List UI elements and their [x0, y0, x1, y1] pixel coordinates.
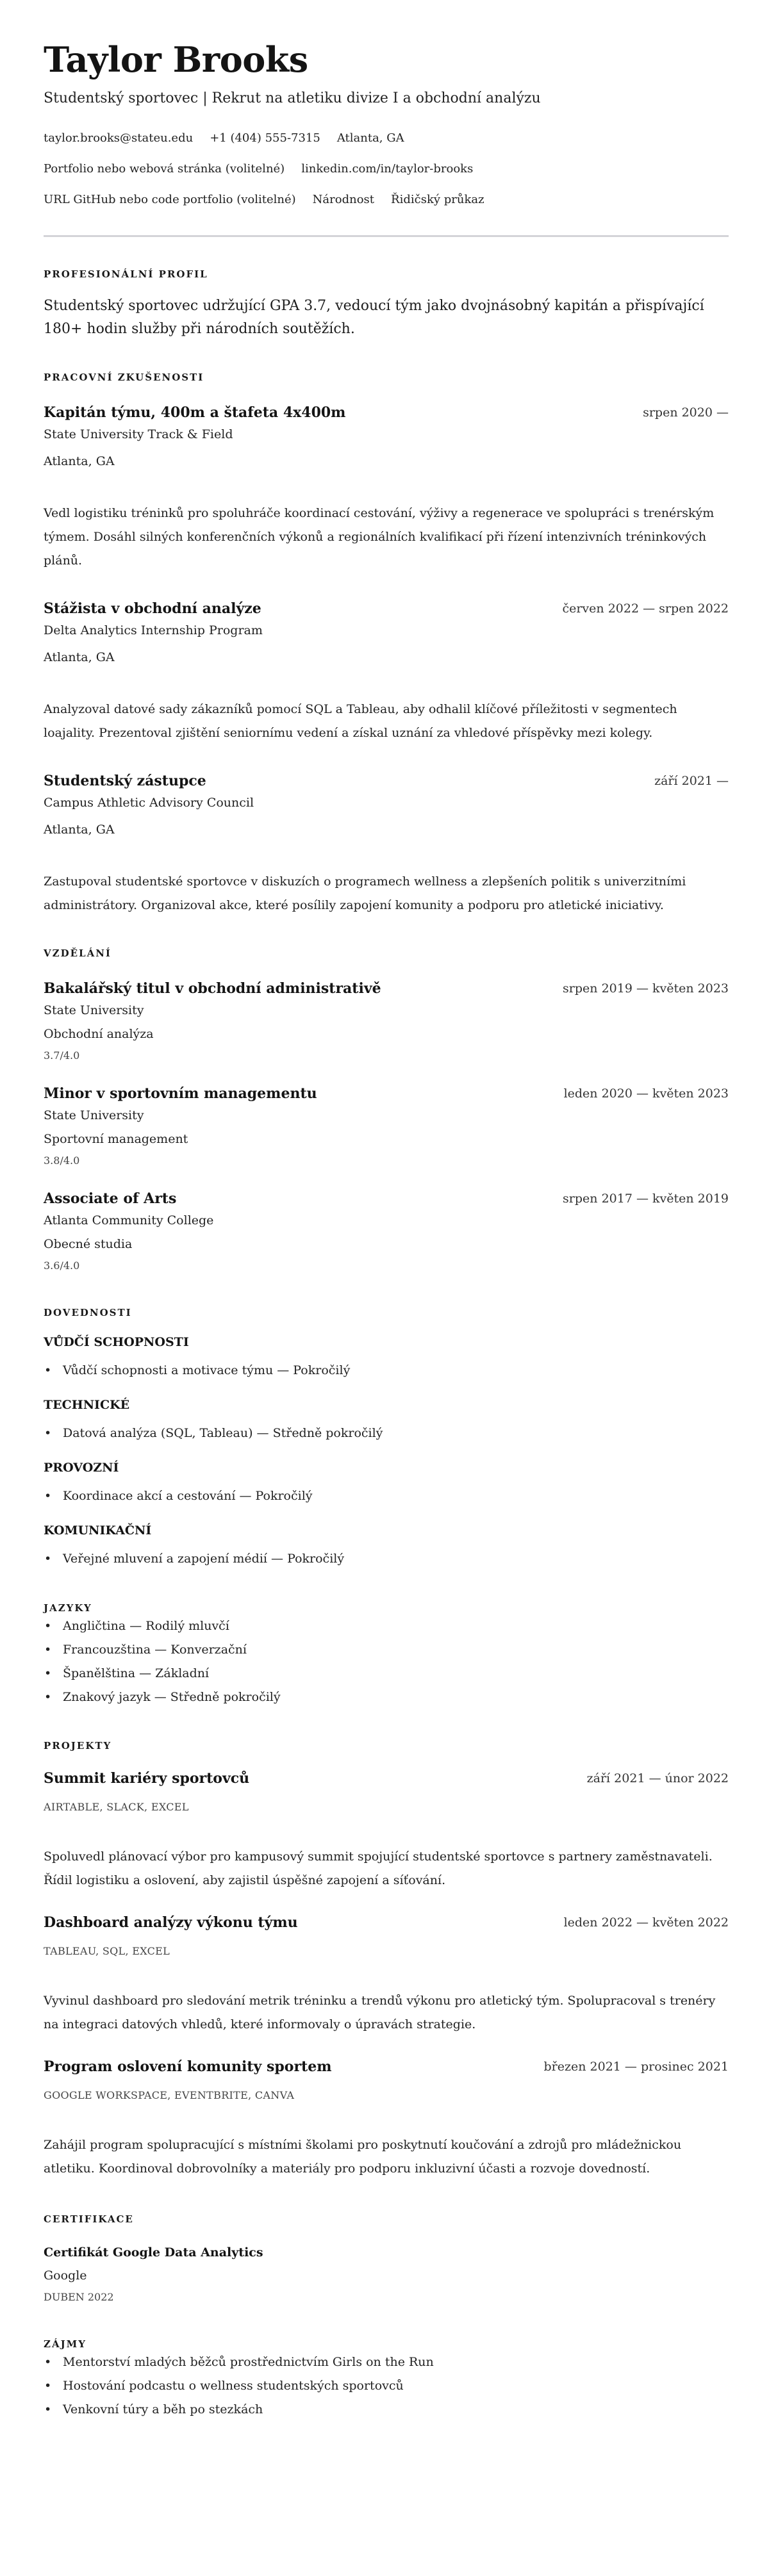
- certification-title: Certifikát Google Data Analytics: [44, 2245, 263, 2260]
- project-title: Program oslovení komunity sportem: [44, 2058, 332, 2075]
- contact-nationality: Národnost: [312, 193, 375, 206]
- skill-list: [44, 1484, 729, 1508]
- experience-item: [44, 402, 729, 573]
- experience-section: [44, 371, 729, 917]
- skill-group-title: PROVOZNÍ: [44, 1461, 119, 1475]
- section-heading: CERTIFIKACE: [44, 2213, 134, 2225]
- interest-list: [44, 2350, 729, 2422]
- project-date: leden 2022 — květen 2022: [563, 1916, 729, 1930]
- language-item: • Francouzština — Konverzační: [44, 1638, 729, 1662]
- job-description: Zastupoval studentské sportovce v diskuzích o programech wellness a zlepšeních politik s univerzitními administrátory. Organizoval akce, které posílily zapojení komunity a podporu pro atletické iniciativy.: [44, 874, 686, 912]
- candidate-headline: Studentský sportovec | Rekrut na atletiku divize I a obchodní analýzu: [44, 90, 541, 106]
- profile-section: [44, 268, 729, 341]
- education-date: srpen 2017 — květen 2019: [563, 1192, 729, 1206]
- section-heading: VZDĚLÁNÍ: [44, 948, 112, 959]
- job-description: Vedl logistiku tréninků pro spoluhráče koordinací cestování, výživy a regenerace ve spolupráci s trenérským týmem. Dosáhl silných konferenčních výkonů a regionálních kvalifikací při řízení intenzivních tréninkových plánů.: [44, 506, 715, 568]
- project-date: březen 2021 — prosinec 2021: [543, 2060, 729, 2074]
- section-heading: DOVEDNOSTI: [44, 1307, 132, 1318]
- skill-group-title: VŮDČÍ SCHOPNOSTI: [44, 1335, 189, 1349]
- education-date: leden 2020 — květen 2023: [563, 1087, 729, 1101]
- education-item: [44, 1083, 729, 1169]
- skill-item: • Veřejné mluvení a zapojení médií — Pokročilý: [44, 1547, 729, 1571]
- gpa: 3.8/4.0: [44, 1154, 80, 1167]
- contact-row: [44, 129, 729, 148]
- school-name: Atlanta Community College: [44, 1213, 214, 1227]
- project-item: [44, 2056, 729, 2181]
- skill-group-title: TECHNICKÉ: [44, 1398, 130, 1412]
- skill-item: • Vůdčí schopnosti a motivace týmu — Pokročilý: [44, 1359, 729, 1382]
- contact-row: [44, 160, 729, 179]
- resume-page: [0, 37, 769, 2422]
- project-tech: AIRTABLE, SLACK, EXCEL: [44, 1801, 189, 1813]
- field-of-study: Obchodní analýza: [44, 1027, 154, 1041]
- skill-list: [44, 1422, 729, 1445]
- job-title: Stážista v obchodní analýze: [44, 600, 261, 617]
- project-description: Spoluvedl plánovací výbor pro kampusový summit spojující studentské sportovce s partnery zaměstnavateli. Řídil logistiku a oslovení, aby zajistil úspěšné zapojení a síťování.: [44, 1850, 713, 1887]
- interest-item: • Hostování podcastu o wellness studentských sportovců: [44, 2374, 729, 2398]
- job-description: Analyzoval datové sady zákazníků pomocí SQL a Tableau, aby odhalil klíčové příležitosti v segmentech loajality. Prezentoval zjištění seniornímu vedení a získal uznání za vhledové příspěvky mezi kolegy.: [44, 702, 677, 740]
- language-item: • Angličtina — Rodilý mluvčí: [44, 1614, 729, 1638]
- degree-title: Bakalářský titul v obchodní administrativě: [44, 980, 381, 997]
- job-location: Atlanta, GA: [44, 454, 115, 468]
- education-date: srpen 2019 — květen 2023: [563, 981, 729, 996]
- school-name: State University: [44, 1003, 144, 1017]
- interest-item: • Mentorství mladých běžců prostřednictvím Girls on the Run: [44, 2350, 729, 2374]
- contact-linkedin[interactable]: linkedin.com/in/taylor-brooks: [301, 162, 474, 176]
- contact-github[interactable]: URL GitHub nebo code portfolio (volitelné): [44, 193, 296, 206]
- contact-email[interactable]: taylor.brooks@stateu.edu: [44, 131, 194, 145]
- project-tech: TABLEAU, SQL, EXCEL: [44, 1945, 170, 1957]
- job-date: srpen 2020 —: [643, 406, 729, 420]
- job-date: září 2021 —: [654, 774, 729, 788]
- interests-section: [44, 2338, 729, 2422]
- project-title: Dashboard analýzy výkonu týmu: [44, 1914, 298, 1931]
- skill-list: [44, 1359, 729, 1382]
- gpa: 3.7/4.0: [44, 1049, 80, 1062]
- contact-driving-license: Řidičský průkaz: [391, 193, 484, 206]
- resume-header: [44, 37, 729, 209]
- skill-item: • Koordinace akcí a cestování — Pokročilý: [44, 1484, 729, 1508]
- contact-location: Atlanta, GA: [336, 131, 404, 145]
- section-heading: JAZYKY: [44, 1602, 92, 1614]
- profile-summary: Studentský sportovec udržující GPA 3.7, vedoucí tým jako dvojnásobný kapitán a přispívající 180+ hodin služby při národních soutěžích.: [44, 298, 704, 337]
- education-item: [44, 978, 729, 1064]
- skill-list: [44, 1547, 729, 1571]
- section-heading: PROFESIONÁLNÍ PROFIL: [44, 268, 208, 280]
- contact-portfolio[interactable]: Portfolio nebo webová stránka (volitelné): [44, 162, 285, 176]
- project-title: Summit kariéry sportovců: [44, 1770, 250, 1787]
- job-location: Atlanta, GA: [44, 650, 115, 664]
- certifications-section: [44, 2213, 729, 2306]
- degree-title: Associate of Arts: [44, 1190, 177, 1207]
- contact-phone[interactable]: +1 (404) 555-7315: [210, 131, 320, 145]
- project-description: Vyvinul dashboard pro sledování metrik tréninku a trendů výkonu pro atletický tým. Spolupracoval s trenéry na integraci datových vhledů, které informovaly o úpravách strategie.: [44, 1994, 716, 2031]
- job-date: červen 2022 — srpen 2022: [562, 602, 729, 616]
- candidate-name: Taylor Brooks: [44, 39, 308, 80]
- project-date: září 2021 — únor 2022: [586, 1771, 729, 1785]
- job-organization: Delta Analytics Internship Program: [44, 623, 263, 637]
- school-name: State University: [44, 1108, 144, 1122]
- job-title: Studentský zástupce: [44, 773, 206, 789]
- education-section: [44, 947, 729, 1274]
- contact-row: [44, 190, 729, 209]
- language-list: [44, 1614, 729, 1709]
- project-tech: GOOGLE WORKSPACE, EVENTBRITE, CANVA: [44, 2089, 295, 2101]
- project-item: [44, 1768, 729, 1892]
- gpa: 3.6/4.0: [44, 1259, 80, 1272]
- skills-section: [44, 1306, 729, 1571]
- experience-item: [44, 770, 729, 917]
- language-item: • Znakový jazyk — Středně pokročilý: [44, 1686, 729, 1709]
- section-heading: PROJEKTY: [44, 1740, 112, 1752]
- certification-issuer: Google: [44, 2268, 87, 2283]
- field-of-study: Sportovní management: [44, 1132, 188, 1146]
- job-organization: State University Track & Field: [44, 427, 233, 441]
- project-description: Zahájil program spolupracující s místními školami pro poskytnutí koučování a zdrojů pro mládežnickou atletiku. Koordinoval dobrovolníky a materiály pro podporu inkluzivní účasti a rozvoje dovedností.: [44, 2138, 682, 2176]
- section-heading: PRACOVNÍ ZKUŠENOSTI: [44, 372, 204, 383]
- degree-title: Minor v sportovním managementu: [44, 1085, 317, 1102]
- skill-group-title: KOMUNIKAČNÍ: [44, 1523, 152, 1538]
- experience-item: [44, 598, 729, 745]
- job-title: Kapitán týmu, 400m a štafeta 4x400m: [44, 404, 346, 421]
- project-item: [44, 1912, 729, 2037]
- language-item: • Španělština — Základní: [44, 1662, 729, 1686]
- education-item: [44, 1188, 729, 1274]
- skill-item: • Datová analýza (SQL, Tableau) — Středně pokročilý: [44, 1422, 729, 1445]
- certification-date: DUBEN 2022: [44, 2291, 114, 2303]
- languages-section: [44, 1602, 729, 1709]
- header-divider: [44, 235, 729, 237]
- section-heading: ZÁJMY: [44, 2338, 87, 2350]
- job-organization: Campus Athletic Advisory Council: [44, 796, 254, 810]
- projects-section: [44, 1739, 729, 2181]
- interest-item: • Venkovní túry a běh po stezkách: [44, 2398, 729, 2422]
- field-of-study: Obecné studia: [44, 1237, 133, 1251]
- job-location: Atlanta, GA: [44, 823, 115, 837]
